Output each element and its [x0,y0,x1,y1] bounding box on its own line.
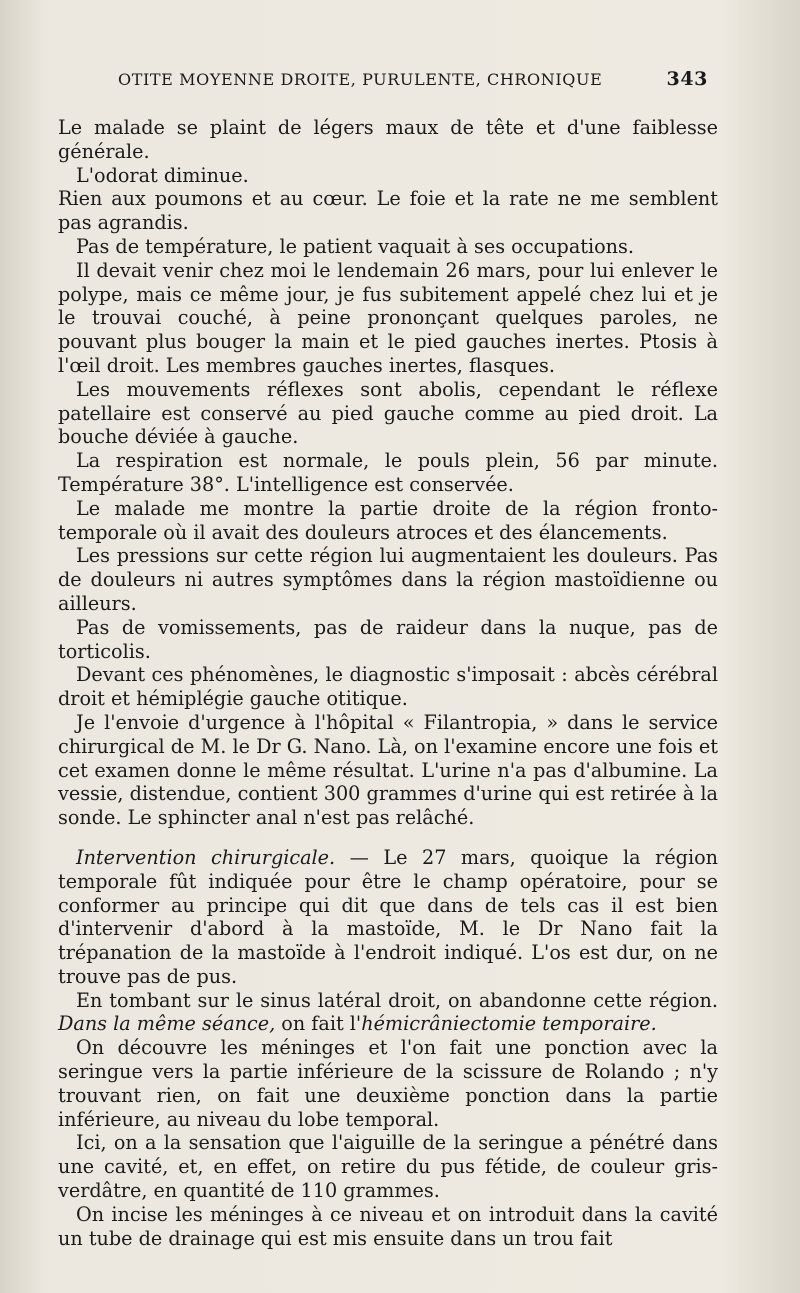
intervention-heading: Intervention chirurgicale. [76,845,336,869]
paragraph: Les mouvements réflexes sont abolis, cependant le réflexe patellaire est conservé au pied gauche comme au pied droit. La bouche déviée à gauche. [58,377,718,449]
paragraph: On découvre les méninges et l'on fait une ponction avec la seringue vers la partie inférieure de la scissure de Rolando ; n'y trouvant rien, on fait une deuxième ponction dans la partie inférieure, au niveau du lobe temporal. [58,1036,718,1131]
paragraph: On incise les méninges à ce niveau et on introduit dans la cavité un tube de drainage qui est mis ensuite dans un trou fait [58,1202,718,1250]
paragraph: Je l'envoie d'urgence à l'hôpital « Filantropia, » dans le service chirurgical de M. le Dr G. Nano. Là, on l'examine encore une fois et cet examen donne le même résultat. L'urine n'a pas d'albumine. La vessie, distendue, contient 300 grammes d'urine qui est retirée à la sonde. Le sphincter anal n'est pas relâché. [58,710,718,830]
paragraph: Devant ces phénomènes, le diagnostic s'imposait : abcès cérébral droit et hémiplégie gauche otitique. [58,663,718,711]
header-title: OTITE MOYENNE DROITE, PURULENTE, CHRONIQUE [118,70,603,89]
paragraph: Pas de température, le patient vaquait à ses occupations. [76,234,634,258]
paragraph: Les pressions sur cette région lui augmentaient les douleurs. Pas de douleurs ni autres symptômes dans la région mastoïdienne ou ailleurs. [58,544,718,615]
seance-lead: En tombant sur le sinus latéral droit, on abandonne cette région. [76,988,718,1012]
seance-italic-2: hémicrâniectomie temporaire. [361,1012,657,1036]
seance-middle: on fait l' [275,1012,362,1036]
seance-italic-1: Dans la même séance, [58,1012,276,1036]
paragraph: L'odorat diminue. [76,163,249,187]
intervention-text: — Le 27 mars, quoique la région temporale fût indiquée pour être le champ opératoire, pour se conformer au principe qui dit que dans de tels cas il est bien d'intervenir d'abord à la mastoïde, M. le Dr Nano fait la trépanation de la mastoïde à l'endroit indiqué. L'os est dur, on ne trouve pas de pus. [58,845,718,988]
paragraph: Pas de vomissements, pas de raideur dans la nuque, pas de torticolis. [58,615,718,663]
page-body [58,116,718,1250]
paragraph: Ici, on a la sensation que l'aiguille de la seringue a pénétré dans une cavité, et, en effet, on retire du pus fétide, de couleur gris-verdâtre, en quantité de 110 grammes. [58,1131,718,1203]
seance-paragraph [58,989,718,1037]
page-number: 343 [666,68,708,90]
paragraph: Le malade me montre la partie droite de la région fronto-temporale où il avait des douleurs atroces et des élancements. [58,496,718,544]
intervention-paragraph [58,846,718,989]
running-header [118,68,708,90]
paragraph: Le malade se plaint de légers maux de tête et d'une faiblesse générale. [58,116,718,163]
paragraph: La respiration est normale, le pouls plein, 56 par minute. Température 38°. L'intelligence est conservée. [58,449,718,496]
paragraph: Il devait venir chez moi le lendemain 26 mars, pour lui enlever le polype, mais ce même jour, je fus subitement appelé chez lui et je le trouvai couché, à peine prononçant quelques paroles, ne pouvant plus bouger la main et le pied gauches inertes. Ptosis à l'œil droit. Les membres gauches inertes, flasques. [58,258,718,377]
paragraph: Rien aux poumons et au cœur. Le foie et la rate ne me semblent pas agrandis. [58,187,718,235]
